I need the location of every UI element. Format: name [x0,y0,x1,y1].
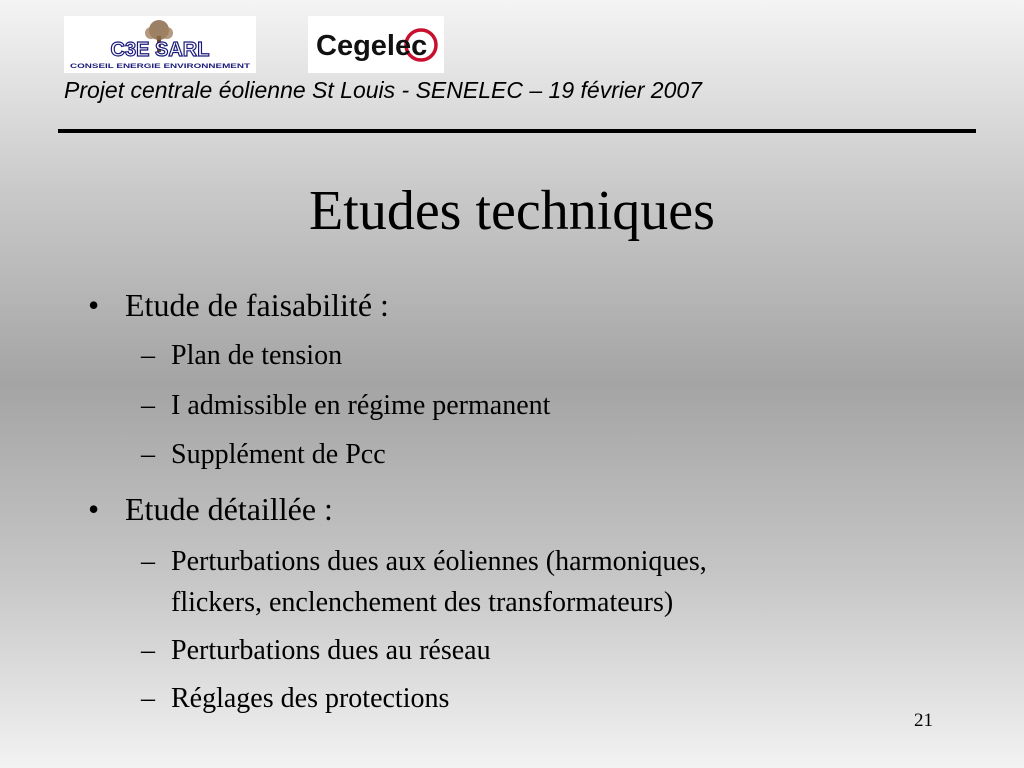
sub-bullet-item [141,336,343,376]
sub-bullet-text: Perturbations dues au réseau [171,635,491,666]
bullet-text: Etude de faisabilité : [125,287,389,323]
logo-tagline: CONSEIL ENERGIE ENVIRONNEMENT [70,63,251,70]
dash-marker: – [141,439,155,470]
sub-bullet-item [141,386,551,426]
sub-bullet-continuation [171,583,673,623]
page-number: 21 [914,710,933,731]
sub-bullet-text: Perturbations dues aux éoliennes (harmoniques, [171,546,707,577]
sub-bullet-item [141,435,386,475]
dash-marker: – [141,546,155,577]
logo-wordmark: Cegelec [316,30,428,62]
bullet-item [88,286,389,324]
bullet-text: Etude détaillée : [125,491,333,527]
presentation-subtitle: Projet centrale éolienne St Louis - SENELEC – 19 février 2007 [64,77,702,103]
sub-bullet-text: Plan de tension [171,340,343,371]
bullet-marker: • [88,491,100,527]
dash-marker: – [141,635,155,666]
slide-title: Etudes techniques [309,180,715,242]
sub-bullet-text: flickers, enclenchement des transformateurs) [171,587,674,618]
sub-bullet-text: Supplément de Pcc [171,439,386,470]
bullet-item [88,490,333,528]
sub-bullet-item [141,679,450,719]
sub-bullet-item [141,631,491,671]
bullet-marker: • [88,287,100,323]
sub-bullet-text: Réglages des protections [171,683,450,714]
sub-bullet-item [141,542,707,582]
logo-wordmark: C3E SARL [110,39,210,61]
dash-marker: – [141,390,155,421]
dash-marker: – [141,340,155,371]
dash-marker: – [141,683,155,714]
sub-bullet-text: I admissible en régime permanent [171,390,551,421]
